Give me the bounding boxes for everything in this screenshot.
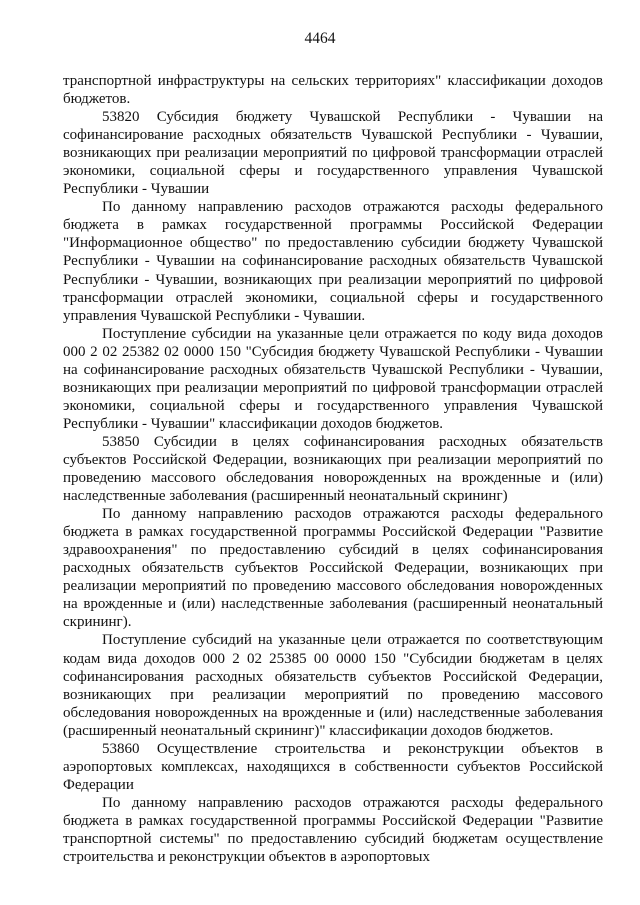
page-number: 4464 [304,30,336,47]
paragraph-continuation: транспортной инфраструктуры на сельских территориях" классификации доходов бюджетов. [63,73,603,108]
paragraph-53820-income: Поступление субсидии на указанные цели отражается по коду вида доходов 000 2 02 25382 02 0000 150 "Субсидия бюджету Чувашской Республики - Чувашии на софинансирование расходных обязательств Чувашской Республики - Чувашии, возникающих при реализации мероприятий по цифровой трансформации отраслей экономики, социальной сферы и государственного управления Чувашской Республики - Чувашии" классификации доходов бюджетов. [63,325,603,432]
document-body [63,72,603,866]
paragraph-code-53860-heading: 53860 Осуществление строительства и реконструкции объектов в аэропортовых комплексах, находящихся в собственности субъектов Российской Федерации [63,740,603,793]
paragraph-53860-expenses: По данному направлению расходов отражаются расходы федерального бюджета в рамках государственной программы Российской Федерации "Развитие транспортной системы" по предоставлению субсидий бюджетам осуществление строительства и реконструкции объектов в аэропортовых [63,794,603,866]
paragraph-53850-expenses: По данному направлению расходов отражаются расходы федерального бюджета в рамках государственной программы Российской Федерации "Развитие здравоохранения" по предоставлению субсидий в целях софинансирования расходных обязательств субъектов Российской Федерации, возникающих при реализации мероприятий по проведению массового обследования новорожденных на врожденные и (или) наследственные заболевания (расширенный неонатальный скрининг). [63,506,603,631]
paragraph-53850-income: Поступление субсидий на указанные цели отражается по соответствующим кодам вида доходов 000 2 02 25385 00 0000 150 "Субсидии бюджетам в целях софинансирования расходных обязательств субъектов Российской Федерации, возникающих при реализации мероприятий по проведению массового обследования новорожденных на врожденные и (или) наследственные заболевания (расширенный неонатальный скрининг)" классификации доходов бюджетов. [63,632,603,739]
paragraph-code-53850-heading: 53850 Субсидии в целях софинансирования расходных обязательств субъектов Российской Федерации, возникающих при реализации мероприятий по проведению массового обследования новорожденных на врожденные и (или) наследственные заболевания (расширенный неонатальный скрининг) [63,433,603,505]
paragraph-code-53820-heading: 53820 Субсидия бюджету Чувашской Республики - Чувашии на софинансирование расходных обязательств Чувашской Республики - Чувашии, возникающих при реализации мероприятий по цифровой трансформации отраслей экономики, социальной сферы и государственного управления Чувашской Республики - Чувашии [63,109,603,198]
paragraph-53820-expenses: По данному направлению расходов отражаются расходы федерального бюджета в рамках государственной программы Российской Федерации "Информационное общество" по предоставлению субсидии бюджету Чувашской Республики - Чувашии на софинансирование расходных обязательств Чувашской Республики - Чувашии, возникающих при реализации мероприятий по цифровой трансформации отраслей экономики, социальной сферы и государственного управления Чувашской Республики - Чувашии. [63,199,603,324]
